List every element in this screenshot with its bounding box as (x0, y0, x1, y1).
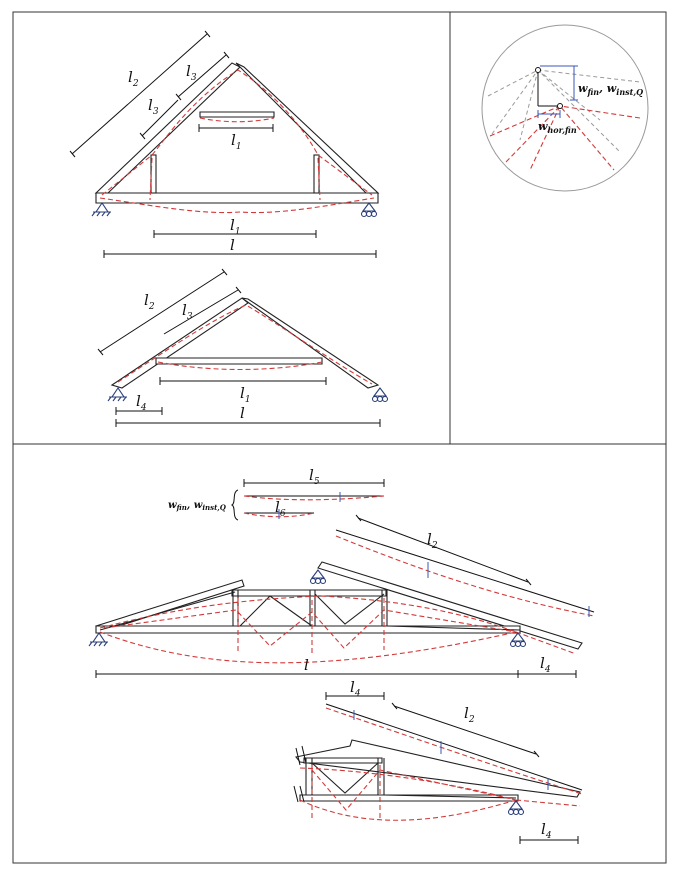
label-l1-b: l (240, 384, 245, 402)
label-l2-b-sub: 2 (148, 302, 155, 312)
label-l-top: l (230, 236, 235, 254)
collar-tie (200, 112, 274, 117)
svg-text:l1 (231, 131, 242, 152)
label-l2-c-sub: 2 (431, 541, 438, 551)
svg-text:l1 (240, 384, 251, 405)
roller-support-top-c (311, 570, 326, 584)
bottom-chord-c (96, 626, 520, 633)
dim-l2 (72, 34, 207, 154)
left-rafter-b (112, 298, 248, 388)
label-l2-d: l (464, 704, 469, 722)
label-l3-upper: l (186, 62, 191, 80)
svg-text:l4 (541, 820, 552, 841)
label-l1-bottom-sub: 1 (234, 227, 241, 237)
bottom-chord-b (156, 358, 322, 364)
svg-text:l2 (427, 530, 438, 551)
svg-text:l5 (309, 466, 320, 487)
svg-text:l6 (275, 498, 286, 519)
label-w-hor: w (538, 120, 548, 133)
truss-a (70, 31, 378, 258)
label-w-fin: w (578, 82, 588, 95)
label-w-inst-sub: inst,Q (616, 87, 644, 97)
truss-c (89, 562, 582, 678)
label-l2-b: l (144, 291, 149, 309)
svg-text:l4 (350, 678, 361, 699)
roller-support-right-d (509, 801, 524, 815)
label-l3-b-sub: 3 (186, 312, 193, 322)
label-l1-top: l (231, 131, 236, 149)
label-l5: l (309, 466, 314, 484)
rafter-line-l2 (336, 530, 594, 612)
roller-support-right-b (373, 388, 388, 402)
svg-text:l1 (230, 216, 241, 237)
label-l4-d2: l (541, 820, 546, 838)
svg-text:l3 (182, 301, 193, 322)
label-l1-b-sub: 1 (244, 395, 251, 405)
label-l6-sub: 6 (279, 509, 286, 519)
label-l1-top-sub: 1 (235, 142, 242, 152)
svg-text:l3 (148, 96, 159, 117)
detail-circle (482, 25, 648, 191)
label-w-hor-sub: hor,fin (547, 125, 577, 135)
dim-l2-b (100, 272, 224, 352)
svg-text:wfin, winst,Q: $w_{fin}$, $w_{inst,Q}$ (578, 82, 644, 97)
label-l4-d2-sub: 4 (545, 831, 552, 841)
top-chord-left-c (96, 580, 244, 632)
bottom-chord (96, 193, 378, 203)
inner-top-chord-c (232, 590, 386, 596)
label-l2-sub: 2 (132, 79, 139, 89)
deflected-shape-b (118, 305, 372, 384)
label-w-fin-c: w (168, 500, 177, 511)
label-l3-upper-sub: 3 (190, 73, 197, 83)
svg-text:l2 (128, 68, 139, 89)
label-l3-b: l (182, 301, 187, 319)
label-l4-d: l (350, 678, 355, 696)
label-w-inst-c: w (193, 500, 203, 511)
label-l4-c: l (540, 654, 545, 672)
label-l5-sub: 5 (313, 477, 320, 487)
truss-b (98, 269, 388, 427)
svg-text:l2 (464, 704, 475, 725)
label-l2: l (128, 68, 133, 86)
svg-text:l4 (136, 392, 147, 413)
label-l4-b-sub: 4 (140, 403, 147, 413)
brace (232, 490, 238, 520)
truss-d (294, 678, 582, 844)
label-l1-bottom: l (230, 216, 235, 234)
roller-support-right (362, 203, 377, 217)
dim-l2-c (358, 518, 528, 582)
svg-text:l2 (144, 291, 155, 312)
label-w-fin-c-sub: fin (176, 503, 187, 512)
pin-support-left-b (108, 388, 127, 401)
svg-text:l3 (186, 62, 197, 83)
pin-support-left-c (89, 633, 108, 646)
label-l3-lower-sub: 3 (152, 107, 159, 117)
svg-text:l4 (540, 654, 551, 675)
ridge-detail (482, 25, 648, 191)
label-l4-c-sub: 4 (544, 665, 551, 675)
roller-support-right-c (511, 633, 526, 647)
label-l4-d-sub: 4 (354, 689, 361, 699)
cut-marks-d (294, 746, 306, 802)
label-w-inst: w (606, 82, 617, 95)
right-rafter-b (242, 298, 378, 388)
top-chord-d (296, 740, 580, 797)
label-l2-d-sub: 2 (468, 715, 475, 725)
label-w-fin-sub: fin (587, 87, 600, 97)
label-l4-b: l (136, 392, 141, 410)
label-l2-c: l (427, 530, 432, 548)
inner-top-chord-d (304, 758, 382, 763)
label-l-c: l (304, 656, 309, 674)
label-l-b: l (240, 404, 245, 422)
pin-support-left (92, 203, 111, 216)
svg-text:wfin, winst,Q: $w_{fin}$, $w_{inst,Q}$ (168, 500, 226, 512)
label-l3-lower: l (148, 96, 153, 114)
label-w-inst-c-sub: inst,Q (202, 503, 226, 512)
top-chord-right-c (318, 562, 582, 649)
label-l6: l (275, 498, 280, 516)
